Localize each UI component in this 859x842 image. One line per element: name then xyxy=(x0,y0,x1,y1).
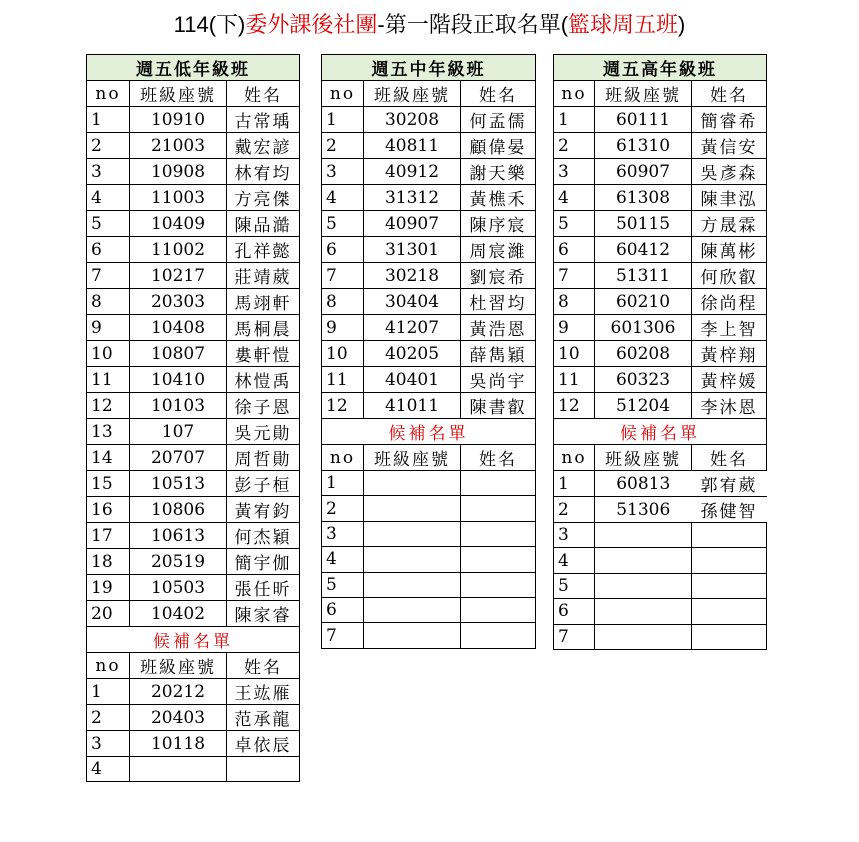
table-row xyxy=(87,185,300,211)
header-class-seat: 班級座號 xyxy=(130,653,227,679)
row-no: 7 xyxy=(554,263,595,289)
row-no: 2 xyxy=(322,133,364,159)
waitlist-no: 6 xyxy=(554,599,595,624)
header-row xyxy=(87,81,300,107)
table-row xyxy=(554,289,767,315)
waitlist-class-seat: 20403 xyxy=(130,705,227,731)
table-row xyxy=(554,107,767,133)
row-name: 陳家睿 xyxy=(227,601,300,627)
header-no: no xyxy=(554,81,595,107)
row-name: 古常瑀 xyxy=(227,107,300,133)
row-class-seat: 10613 xyxy=(130,523,227,549)
waitlist-row xyxy=(322,471,536,496)
table-row xyxy=(87,107,300,133)
header-class-seat: 班級座號 xyxy=(130,81,227,107)
waitlist-row xyxy=(87,679,300,705)
row-class-seat: 10217 xyxy=(130,263,227,289)
header-row-waitlist xyxy=(87,653,300,679)
header-row-waitlist xyxy=(554,445,767,471)
row-no: 6 xyxy=(322,237,364,263)
row-class-seat: 41011 xyxy=(364,393,461,419)
table-row xyxy=(87,471,300,497)
table-row xyxy=(87,393,300,419)
row-name: 陳書叡 xyxy=(461,393,536,419)
table-row xyxy=(87,133,300,159)
row-name: 陳序宸 xyxy=(461,211,536,237)
row-class-seat: 20519 xyxy=(130,549,227,575)
row-class-seat: 60412 xyxy=(595,237,692,263)
waitlist-no: 7 xyxy=(322,623,364,648)
row-name: 馬翊軒 xyxy=(227,289,300,315)
row-name: 陳品澔 xyxy=(227,211,300,237)
row-name: 陳萬彬 xyxy=(692,237,767,263)
waitlist-row xyxy=(322,572,536,597)
row-class-seat: 10103 xyxy=(130,393,227,419)
row-name: 陳聿泓 xyxy=(692,185,767,211)
row-no: 10 xyxy=(554,341,595,367)
header-name: 姓名 xyxy=(692,81,767,107)
row-name: 薛雋穎 xyxy=(461,341,536,367)
row-name: 周宸濰 xyxy=(461,237,536,263)
waitlist-name xyxy=(461,471,536,496)
row-class-seat: 60210 xyxy=(595,289,692,315)
waitlist-caption: 候補名單 xyxy=(322,419,536,445)
header-name: 姓名 xyxy=(692,445,767,471)
waitlist-caption: 候補名單 xyxy=(87,627,300,653)
table-row xyxy=(554,185,767,211)
title-stage: -第一階段正取名單( xyxy=(377,12,569,37)
waitlist-name xyxy=(461,572,536,597)
waitlist-row xyxy=(322,496,536,521)
table-row xyxy=(87,419,300,445)
row-class-seat: 40401 xyxy=(364,367,461,393)
waitlist-row xyxy=(322,623,536,648)
row-name: 戴宏諺 xyxy=(227,133,300,159)
row-class-seat: 31312 xyxy=(364,185,461,211)
table-caption-row xyxy=(554,55,767,81)
table-row xyxy=(87,445,300,471)
table-row xyxy=(554,367,767,393)
waitlist-no: 7 xyxy=(554,624,595,649)
row-name: 黃樵禾 xyxy=(461,185,536,211)
header-name: 姓名 xyxy=(461,81,536,107)
waitlist-name xyxy=(692,624,767,649)
row-no: 3 xyxy=(322,159,364,185)
row-no: 17 xyxy=(87,523,130,549)
header-class-seat: 班級座號 xyxy=(595,445,692,471)
row-no: 8 xyxy=(322,289,364,315)
row-name: 馬桐晨 xyxy=(227,315,300,341)
low-grade-table xyxy=(86,54,300,782)
high-grade-block xyxy=(553,54,767,650)
table-row xyxy=(87,263,300,289)
row-class-seat: 60907 xyxy=(595,159,692,185)
table-row xyxy=(554,159,767,185)
row-class-seat: 60111 xyxy=(595,107,692,133)
row-no: 10 xyxy=(87,341,130,367)
waitlist-name xyxy=(461,521,536,546)
table-row xyxy=(322,341,536,367)
waitlist-caption: 候補名單 xyxy=(554,419,767,445)
row-name: 張任昕 xyxy=(227,575,300,601)
waitlist-row xyxy=(554,497,767,523)
row-no: 15 xyxy=(87,471,130,497)
row-no: 2 xyxy=(554,133,595,159)
waitlist-class-seat xyxy=(364,572,461,597)
waitlist-row xyxy=(554,471,767,497)
row-class-seat: 11003 xyxy=(130,185,227,211)
page-title xyxy=(0,10,859,40)
table-row xyxy=(87,523,300,549)
table-row xyxy=(87,549,300,575)
row-no: 1 xyxy=(87,107,130,133)
row-class-seat: 61308 xyxy=(595,185,692,211)
row-no: 1 xyxy=(554,107,595,133)
waitlist-no: 4 xyxy=(322,547,364,572)
waitlist-name xyxy=(692,573,767,598)
row-no: 12 xyxy=(554,393,595,419)
row-no: 9 xyxy=(554,315,595,341)
table-row xyxy=(322,211,536,237)
row-no: 4 xyxy=(322,185,364,211)
waitlist-class-seat xyxy=(364,521,461,546)
row-class-seat: 107 xyxy=(130,419,227,445)
table-row xyxy=(87,575,300,601)
waitlist-class-seat: 60813 xyxy=(595,471,692,497)
row-class-seat: 10806 xyxy=(130,497,227,523)
row-class-seat: 50115 xyxy=(595,211,692,237)
row-name: 林宥均 xyxy=(227,159,300,185)
waitlist-name xyxy=(227,757,300,782)
row-class-seat: 51311 xyxy=(595,263,692,289)
waitlist-class-seat: 10118 xyxy=(130,731,227,757)
header-name: 姓名 xyxy=(461,445,536,471)
waitlist-name xyxy=(461,547,536,572)
waitlist-name: 郭宥葳 xyxy=(692,471,767,497)
table-row xyxy=(554,211,767,237)
row-no: 4 xyxy=(87,185,130,211)
table-row xyxy=(322,367,536,393)
waitlist-class-seat xyxy=(595,599,692,624)
table-row xyxy=(87,367,300,393)
waitlist-name xyxy=(692,548,767,573)
row-name: 周哲勛 xyxy=(227,445,300,471)
row-no: 5 xyxy=(87,211,130,237)
table-row xyxy=(87,159,300,185)
waitlist-no: 3 xyxy=(322,521,364,546)
waitlist-no: 4 xyxy=(87,757,130,782)
waitlist-name: 王竑雁 xyxy=(227,679,300,705)
table-row xyxy=(322,237,536,263)
row-no: 20 xyxy=(87,601,130,627)
row-class-seat: 10410 xyxy=(130,367,227,393)
row-name: 吳元勛 xyxy=(227,419,300,445)
waitlist-class-seat: 51306 xyxy=(595,497,692,523)
waitlist-row xyxy=(87,757,300,782)
waitlist-row xyxy=(554,624,767,649)
header-row xyxy=(322,81,536,107)
row-name: 吳尚宇 xyxy=(461,367,536,393)
row-no: 5 xyxy=(322,211,364,237)
waitlist-no: 5 xyxy=(322,572,364,597)
row-class-seat: 10409 xyxy=(130,211,227,237)
table-row xyxy=(87,601,300,627)
row-name: 孔祥懿 xyxy=(227,237,300,263)
waitlist-no: 6 xyxy=(322,597,364,622)
row-class-seat: 10503 xyxy=(130,575,227,601)
row-class-seat: 21003 xyxy=(130,133,227,159)
waitlist-row xyxy=(87,731,300,757)
row-name: 李上智 xyxy=(692,315,767,341)
header-no: no xyxy=(87,81,130,107)
row-class-seat: 61310 xyxy=(595,133,692,159)
waitlist-class-seat: 20212 xyxy=(130,679,227,705)
row-no: 7 xyxy=(322,263,364,289)
row-no: 4 xyxy=(554,185,595,211)
waitlist-row xyxy=(554,548,767,573)
row-no: 9 xyxy=(322,315,364,341)
row-class-seat: 41207 xyxy=(364,315,461,341)
row-name: 彭子桓 xyxy=(227,471,300,497)
waitlist-row xyxy=(554,599,767,624)
header-class-seat: 班級座號 xyxy=(364,81,461,107)
waitlist-no: 2 xyxy=(554,497,595,523)
row-no: 19 xyxy=(87,575,130,601)
table-row xyxy=(322,159,536,185)
header-row-waitlist xyxy=(322,445,536,471)
table-row xyxy=(554,393,767,419)
row-name: 黃信安 xyxy=(692,133,767,159)
waitlist-name xyxy=(461,623,536,648)
waitlist-class-seat xyxy=(364,496,461,521)
table-row xyxy=(554,237,767,263)
row-class-seat: 11002 xyxy=(130,237,227,263)
row-name: 林愷禹 xyxy=(227,367,300,393)
waitlist-no: 3 xyxy=(87,731,130,757)
row-class-seat: 10402 xyxy=(130,601,227,627)
row-class-seat: 40912 xyxy=(364,159,461,185)
row-no: 2 xyxy=(87,133,130,159)
table-row xyxy=(87,315,300,341)
table-row xyxy=(87,497,300,523)
waitlist-name: 范承龍 xyxy=(227,705,300,731)
row-no: 8 xyxy=(87,289,130,315)
row-class-seat: 10910 xyxy=(130,107,227,133)
table-row xyxy=(87,211,300,237)
row-name: 黃宥鈞 xyxy=(227,497,300,523)
row-class-seat: 31301 xyxy=(364,237,461,263)
row-no: 10 xyxy=(322,341,364,367)
header-name: 姓名 xyxy=(227,653,300,679)
row-no: 12 xyxy=(87,393,130,419)
row-name: 顧偉晏 xyxy=(461,133,536,159)
row-name: 莊靖葳 xyxy=(227,263,300,289)
mid-grade-table xyxy=(321,54,536,649)
row-no: 16 xyxy=(87,497,130,523)
waitlist-row xyxy=(87,705,300,731)
row-name: 徐子恩 xyxy=(227,393,300,419)
row-no: 11 xyxy=(87,367,130,393)
row-no: 13 xyxy=(87,419,130,445)
row-no: 6 xyxy=(554,237,595,263)
row-no: 18 xyxy=(87,549,130,575)
row-class-seat: 60323 xyxy=(595,367,692,393)
header-row xyxy=(554,81,767,107)
row-class-seat: 10908 xyxy=(130,159,227,185)
row-name: 吳彥森 xyxy=(692,159,767,185)
waitlist-no: 3 xyxy=(554,523,595,548)
waitlist-row xyxy=(322,521,536,546)
waitlist-row xyxy=(554,523,767,548)
title-club: 委外課後社團 xyxy=(245,12,378,37)
row-name: 黃梓翔 xyxy=(692,341,767,367)
header-no: no xyxy=(554,445,595,471)
waitlist-class-seat xyxy=(364,597,461,622)
row-no: 8 xyxy=(554,289,595,315)
row-name: 何欣叡 xyxy=(692,263,767,289)
row-name: 方亮傑 xyxy=(227,185,300,211)
waitlist-no: 2 xyxy=(322,496,364,521)
table-caption: 週五中年級班 xyxy=(322,55,536,81)
table-row xyxy=(322,263,536,289)
waitlist-class-seat xyxy=(364,547,461,572)
waitlist-class-seat xyxy=(595,523,692,548)
row-class-seat: 30218 xyxy=(364,263,461,289)
header-class-seat: 班級座號 xyxy=(364,445,461,471)
row-no: 3 xyxy=(87,159,130,185)
row-name: 何杰穎 xyxy=(227,523,300,549)
row-name: 簡睿希 xyxy=(692,107,767,133)
row-class-seat: 10408 xyxy=(130,315,227,341)
waitlist-no: 1 xyxy=(322,471,364,496)
header-no: no xyxy=(87,653,130,679)
waitlist-caption-row xyxy=(554,419,767,445)
waitlist-row xyxy=(554,573,767,598)
table-row xyxy=(87,289,300,315)
row-no: 1 xyxy=(322,107,364,133)
table-row xyxy=(322,185,536,211)
title-close: ) xyxy=(678,12,686,37)
waitlist-name xyxy=(461,597,536,622)
row-no: 3 xyxy=(554,159,595,185)
waitlist-no: 2 xyxy=(87,705,130,731)
table-caption-row xyxy=(87,55,300,81)
row-name: 劉宸希 xyxy=(461,263,536,289)
table-row xyxy=(322,393,536,419)
row-class-seat: 10513 xyxy=(130,471,227,497)
table-row xyxy=(554,263,767,289)
row-name: 李沐恩 xyxy=(692,393,767,419)
waitlist-no: 1 xyxy=(554,471,595,497)
row-name: 杜習均 xyxy=(461,289,536,315)
row-no: 7 xyxy=(87,263,130,289)
row-name: 何孟儒 xyxy=(461,107,536,133)
row-no: 14 xyxy=(87,445,130,471)
table-caption: 週五低年級班 xyxy=(87,55,300,81)
row-name: 謝天樂 xyxy=(461,159,536,185)
row-name: 黃梓媛 xyxy=(692,367,767,393)
header-no: no xyxy=(322,445,364,471)
table-row xyxy=(554,133,767,159)
header-name: 姓名 xyxy=(227,81,300,107)
waitlist-no: 4 xyxy=(554,548,595,573)
row-class-seat: 20707 xyxy=(130,445,227,471)
table-row xyxy=(554,341,767,367)
row-name: 方晟霖 xyxy=(692,211,767,237)
row-name: 徐尚程 xyxy=(692,289,767,315)
row-name: 簡宇伽 xyxy=(227,549,300,575)
row-class-seat: 30404 xyxy=(364,289,461,315)
waitlist-name xyxy=(692,523,767,548)
waitlist-class-seat xyxy=(595,624,692,649)
row-no: 11 xyxy=(554,367,595,393)
row-class-seat: 40811 xyxy=(364,133,461,159)
waitlist-no: 5 xyxy=(554,573,595,598)
row-class-seat: 51204 xyxy=(595,393,692,419)
low-grade-block xyxy=(86,54,300,782)
row-class-seat: 40205 xyxy=(364,341,461,367)
table-caption: 週五高年級班 xyxy=(554,55,767,81)
mid-grade-block xyxy=(321,54,536,649)
row-class-seat: 20303 xyxy=(130,289,227,315)
table-row xyxy=(322,133,536,159)
waitlist-caption-row xyxy=(322,419,536,445)
waitlist-class-seat xyxy=(595,548,692,573)
row-no: 11 xyxy=(322,367,364,393)
table-row xyxy=(322,107,536,133)
title-class: 籃球周五班 xyxy=(568,12,679,37)
row-no: 6 xyxy=(87,237,130,263)
table-caption-row xyxy=(322,55,536,81)
waitlist-class-seat xyxy=(130,757,227,782)
waitlist-name xyxy=(461,496,536,521)
header-class-seat: 班級座號 xyxy=(595,81,692,107)
row-class-seat: 40907 xyxy=(364,211,461,237)
row-class-seat: 601306 xyxy=(595,315,692,341)
high-grade-table xyxy=(553,54,767,650)
row-no: 5 xyxy=(554,211,595,237)
waitlist-no: 1 xyxy=(87,679,130,705)
waitlist-row xyxy=(322,547,536,572)
table-row xyxy=(87,237,300,263)
waitlist-name: 卓依辰 xyxy=(227,731,300,757)
row-class-seat: 10807 xyxy=(130,341,227,367)
table-row xyxy=(322,289,536,315)
waitlist-class-seat xyxy=(364,471,461,496)
row-name: 婁軒愷 xyxy=(227,341,300,367)
row-class-seat: 60208 xyxy=(595,341,692,367)
table-row xyxy=(322,315,536,341)
waitlist-caption-row xyxy=(87,627,300,653)
row-name: 黃浩恩 xyxy=(461,315,536,341)
title-term: 114(下) xyxy=(173,12,246,37)
waitlist-class-seat xyxy=(364,623,461,648)
waitlist-name: 孫健智 xyxy=(692,497,767,523)
waitlist-row xyxy=(322,597,536,622)
table-row xyxy=(554,315,767,341)
table-row xyxy=(87,341,300,367)
waitlist-class-seat xyxy=(595,573,692,598)
row-class-seat: 30208 xyxy=(364,107,461,133)
waitlist-name xyxy=(692,599,767,624)
row-no: 9 xyxy=(87,315,130,341)
header-no: no xyxy=(322,81,364,107)
row-no: 12 xyxy=(322,393,364,419)
